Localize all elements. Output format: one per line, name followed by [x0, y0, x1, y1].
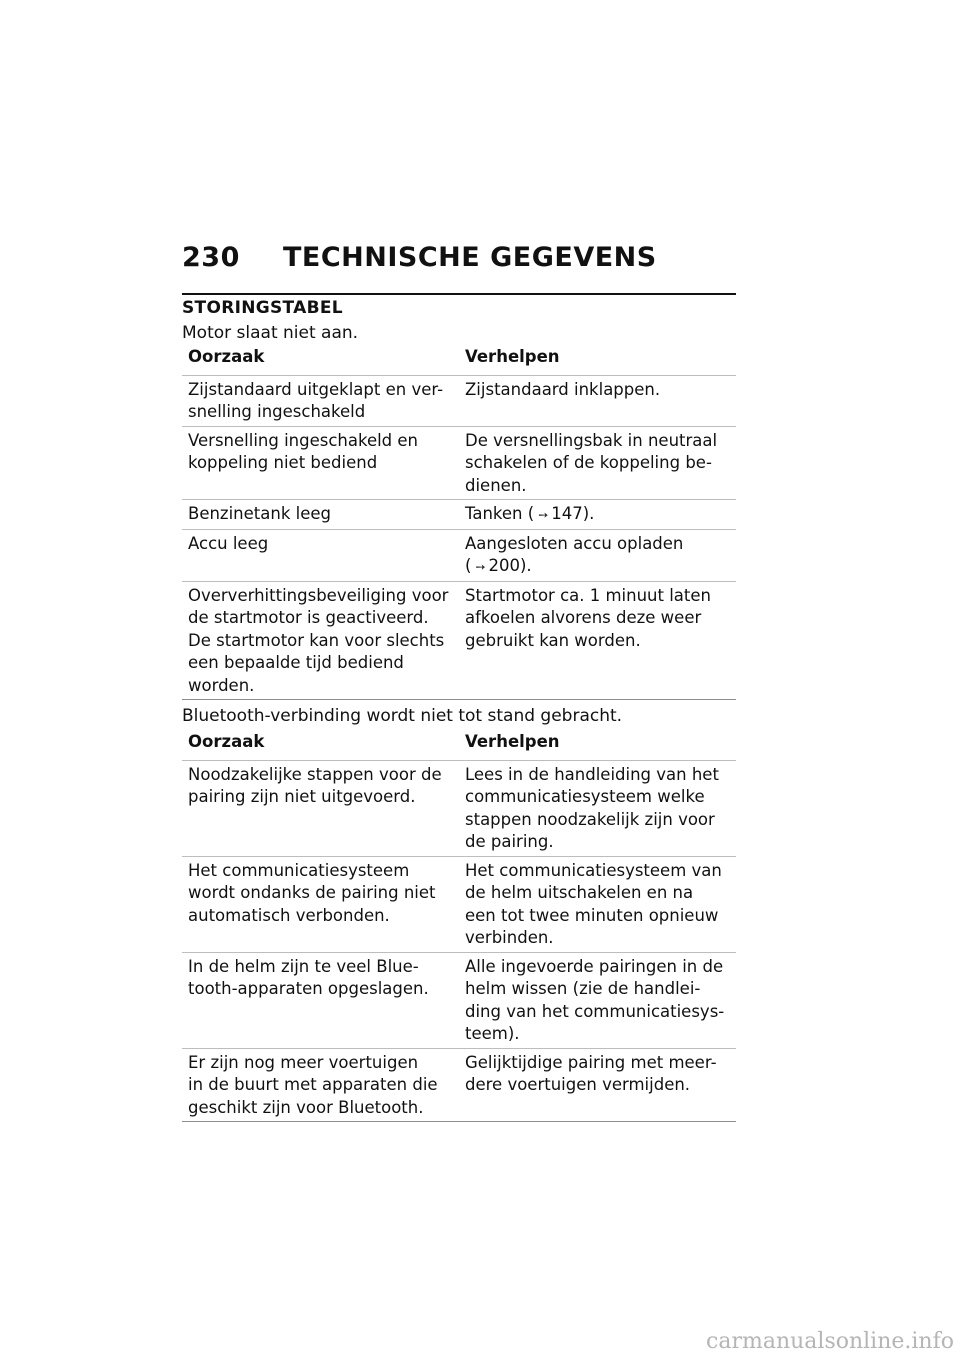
- column-header-cause: Oorzaak: [182, 731, 459, 760]
- remedy-cell: [459, 529, 736, 581]
- cause-cell: In de helm zijn te veel Blue- tooth-apparaten opgeslagen.: [182, 952, 459, 1048]
- cause-cell: Oververhittingsbeveiliging voor de startmotor is geactiveerd. De startmotor kan voor slechts een bepaalde tijd bediend worden.: [182, 581, 459, 700]
- page-number: 230: [182, 242, 240, 273]
- arrow-right-icon: ➙: [538, 508, 549, 522]
- remedy-text: Tanken (: [465, 504, 535, 523]
- table-row: [182, 1048, 736, 1122]
- table-row: [182, 952, 736, 1048]
- cause-cell: Er zijn nog meer voertuigen in de buurt met apparaten die geschikt zijn voor Bluetooth.: [182, 1048, 459, 1122]
- cause-cell: Benzinetank leeg: [182, 500, 459, 530]
- cause-cell: Zijstandaard uitgeklapt en ver- snelling ingeschakeld: [182, 375, 459, 426]
- remedy-cell: Het communicatiesysteem van de helm uitschakelen en na een tot twee minuten opnieuw verbinden.: [459, 856, 736, 952]
- arrow-right-icon: ➙: [475, 560, 486, 574]
- table-row: [182, 375, 736, 426]
- remedy-cell: Alle ingevoerde pairingen in de helm wissen (zie de handlei- ding van het communicatiesys- teem).: [459, 952, 736, 1048]
- section-title: STORINGSTABEL: [182, 298, 343, 318]
- remedy-text-suffix: ).: [520, 556, 532, 575]
- table-row: [182, 500, 736, 530]
- table-row: [182, 760, 736, 856]
- table-header-row: [182, 731, 736, 760]
- remedy-cell: De versnellingsbak in neutraal schakelen of de koppeling be- dienen.: [459, 426, 736, 500]
- table-row: [182, 856, 736, 952]
- remedy-cell: Gelijktijdige pairing met meer- dere voertuigen vermijden.: [459, 1048, 736, 1122]
- header-divider: [182, 293, 736, 295]
- table-row: [182, 426, 736, 500]
- condition-label-2: Bluetooth-verbinding wordt niet tot stand gebracht.: [182, 706, 623, 726]
- table-row: [182, 581, 736, 700]
- page-header: [182, 242, 736, 273]
- table-row: [182, 529, 736, 581]
- troubleshooting-table-1: [182, 346, 736, 700]
- remedy-cell: [459, 500, 736, 530]
- chapter-title: TECHNISCHE GEGEVENS: [283, 242, 657, 273]
- page-reference-link[interactable]: 147: [551, 504, 583, 523]
- cause-cell: Accu leeg: [182, 529, 459, 581]
- condition-label-1: Motor slaat niet aan.: [182, 323, 359, 343]
- column-header-remedy: Verhelpen: [459, 731, 736, 760]
- remedy-cell: Zijstandaard inklappen.: [459, 375, 736, 426]
- column-header-remedy: Verhelpen: [459, 346, 736, 375]
- site-watermark: carmanualsonline.info: [706, 1329, 954, 1354]
- remedy-text-suffix: ).: [582, 504, 595, 523]
- remedy-cell: Startmotor ca. 1 minuut laten afkoelen alvorens deze weer gebruikt kan worden.: [459, 581, 736, 700]
- remedy-cell: Lees in de handleiding van het communicatiesysteem welke stappen noodzakelijk zijn voor de pairing.: [459, 760, 736, 856]
- cause-cell: Versnelling ingeschakeld en koppeling niet bediend: [182, 426, 459, 500]
- remedy-text: Aangesloten accu opladen (: [465, 533, 684, 575]
- cause-cell: Het communicatiesysteem wordt ondanks de pairing niet automatisch verbonden.: [182, 856, 459, 952]
- table-header-row: [182, 346, 736, 375]
- column-header-cause: Oorzaak: [182, 346, 459, 375]
- troubleshooting-table-2: [182, 731, 736, 1122]
- cause-cell: Noodzakelijke stappen voor de pairing zijn niet uitgevoerd.: [182, 760, 459, 856]
- page-reference-link[interactable]: 200: [488, 556, 520, 575]
